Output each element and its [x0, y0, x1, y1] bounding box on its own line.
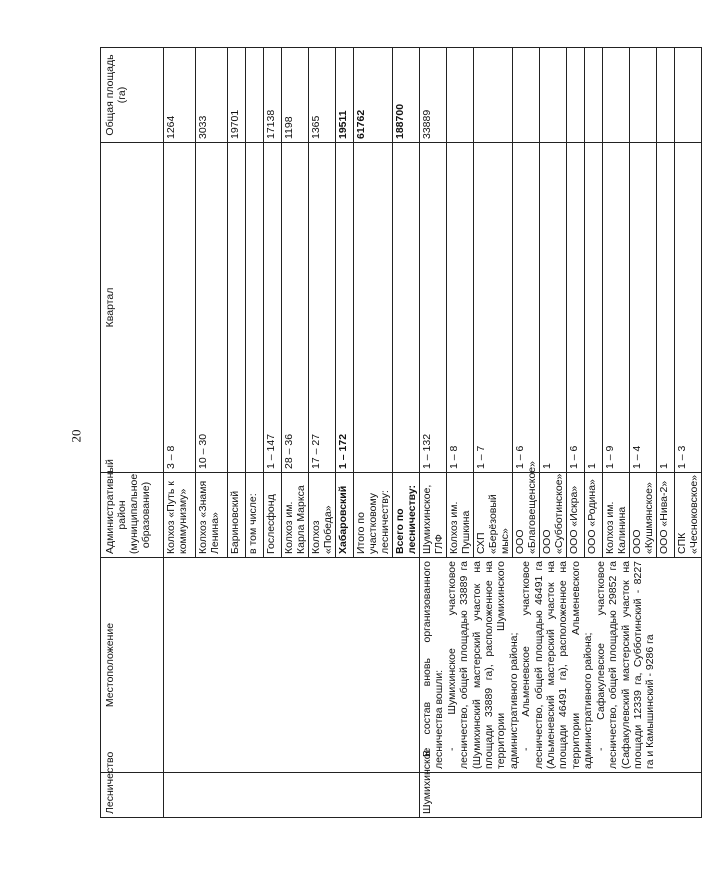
area-cell [447, 48, 474, 143]
area-cell [603, 48, 630, 143]
district-cell: Гослесфонд [264, 473, 282, 558]
area-cell: 3033 [196, 48, 228, 143]
quarter-cell: 1 – 147 [264, 143, 282, 473]
area-cell [567, 48, 585, 143]
district-cell: СХП «Берёзовый мыс» [474, 473, 513, 558]
area-cell [540, 48, 567, 143]
quarter-cell: 1 – 132 [420, 143, 447, 473]
quarter-cell: 3 – 8 [164, 143, 196, 473]
quarter-cell: 1 – 4 [630, 143, 657, 473]
area-cell [474, 48, 513, 143]
area-cell [675, 48, 702, 143]
district-cell: ООО «Родина» [585, 473, 603, 558]
district-cell: СПК «Чесноковское» [675, 473, 702, 558]
header-row [101, 48, 164, 818]
location-paragraph: - Шумихинское участковое лесничество, общей площадью 33889 га (Шумихинский мастерский участок на площади 33889 га), расположенное на территории Шумихинского административного района; [445, 561, 520, 769]
district-cell: Колхоз им. Карла Маркса [282, 473, 309, 558]
area-cell: 33889 [420, 48, 447, 143]
header-quarter: Квартал [101, 143, 164, 473]
quarter-cell [228, 143, 246, 473]
forestry-name: Шумихинское [420, 773, 702, 818]
total-label: Всего по лесничеству: [393, 473, 420, 558]
quarter-cell: 1 – 172 [336, 143, 354, 473]
location-description [420, 558, 702, 773]
district-cell: Колхоз «Путь к коммунизму» [164, 473, 196, 558]
quarter-cell: 1 – 8 [447, 143, 474, 473]
district-cell: ООО «Субботинское» [540, 473, 567, 558]
district-cell: Бариновский [228, 473, 246, 558]
district-cell: Колхоз им. Калинина [603, 473, 630, 558]
quarter-cell: 1 [540, 143, 567, 473]
table-row [164, 48, 196, 818]
area-cell [630, 48, 657, 143]
quarter-cell: 1 [585, 143, 603, 473]
area-cell [246, 48, 264, 143]
area-cell [585, 48, 603, 143]
location-paragraph: В состав вновь организованного лесничества вошли: [421, 561, 446, 769]
district-cell: ООО «Благовещенское» [513, 473, 540, 558]
area-cell: 19511 [336, 48, 354, 143]
quarter-cell: 28 – 36 [282, 143, 309, 473]
district-cell: Колхоз «Знамя Ленина» [196, 473, 228, 558]
quarter-cell: 1 – 6 [513, 143, 540, 473]
forestry-cell-empty [164, 773, 420, 818]
header-forestry: Лесничество [101, 773, 164, 818]
district-cell: ООО «Нива-2» [657, 473, 675, 558]
forestry-table [100, 47, 702, 818]
quarter-cell: 1 – 6 [567, 143, 585, 473]
district-cell: Хабаровский [336, 473, 354, 558]
area-cell: 1365 [309, 48, 336, 143]
district-cell: ООО «Кушмянское» [630, 473, 657, 558]
district-cell: Шумихинское, ГЛФ [420, 473, 447, 558]
location-cell-empty [164, 558, 420, 773]
district-cell: Колхоз «Победа» [309, 473, 336, 558]
location-paragraph: - Сафакулевское участковое лесничество, общей площадью 29852 га (Сафакулевский мастерский участок на площади 12339 га, Субботинский - 8227 га и Камышинский - 9286 га [594, 561, 657, 769]
area-cell: 61762 [354, 48, 393, 143]
quarter-cell [393, 143, 420, 473]
quarter-cell [354, 143, 393, 473]
location-paragraph: - Альменевское участковое лесничество, общей площадью 46491 га (Альменевский мастерский участок на площади 46491 га), расположенное на территории Альменевского административного района; [520, 561, 595, 769]
quarter-cell: 10 – 30 [196, 143, 228, 473]
header-location: Местоположение [101, 558, 164, 773]
table-row [420, 48, 447, 818]
quarter-cell [246, 143, 264, 473]
area-cell: 19701 [228, 48, 246, 143]
quarter-cell: 1 – 3 [675, 143, 702, 473]
district-cell: Итого по участковому лесничеству: [354, 473, 393, 558]
area-cell: 1264 [164, 48, 196, 143]
area-cell [513, 48, 540, 143]
district-cell: Колхоз им. Пушкина [447, 473, 474, 558]
quarter-cell: 17 – 27 [309, 143, 336, 473]
area-cell [657, 48, 675, 143]
quarter-cell: 1 – 9 [603, 143, 630, 473]
quarter-cell: 1 – 7 [474, 143, 513, 473]
area-cell: 17138 [264, 48, 282, 143]
header-area: Общая площадь (га) [101, 48, 164, 143]
page-number: 20 [68, 429, 84, 443]
rotated-table-container [100, 48, 700, 818]
header-district: Административный район (муниципальное образование) [101, 473, 164, 558]
district-cell: ООО «Искра» [567, 473, 585, 558]
quarter-cell: 1 [657, 143, 675, 473]
area-cell: 1198 [282, 48, 309, 143]
total-area: 188700 [393, 48, 420, 143]
district-cell: в том числе: [246, 473, 264, 558]
